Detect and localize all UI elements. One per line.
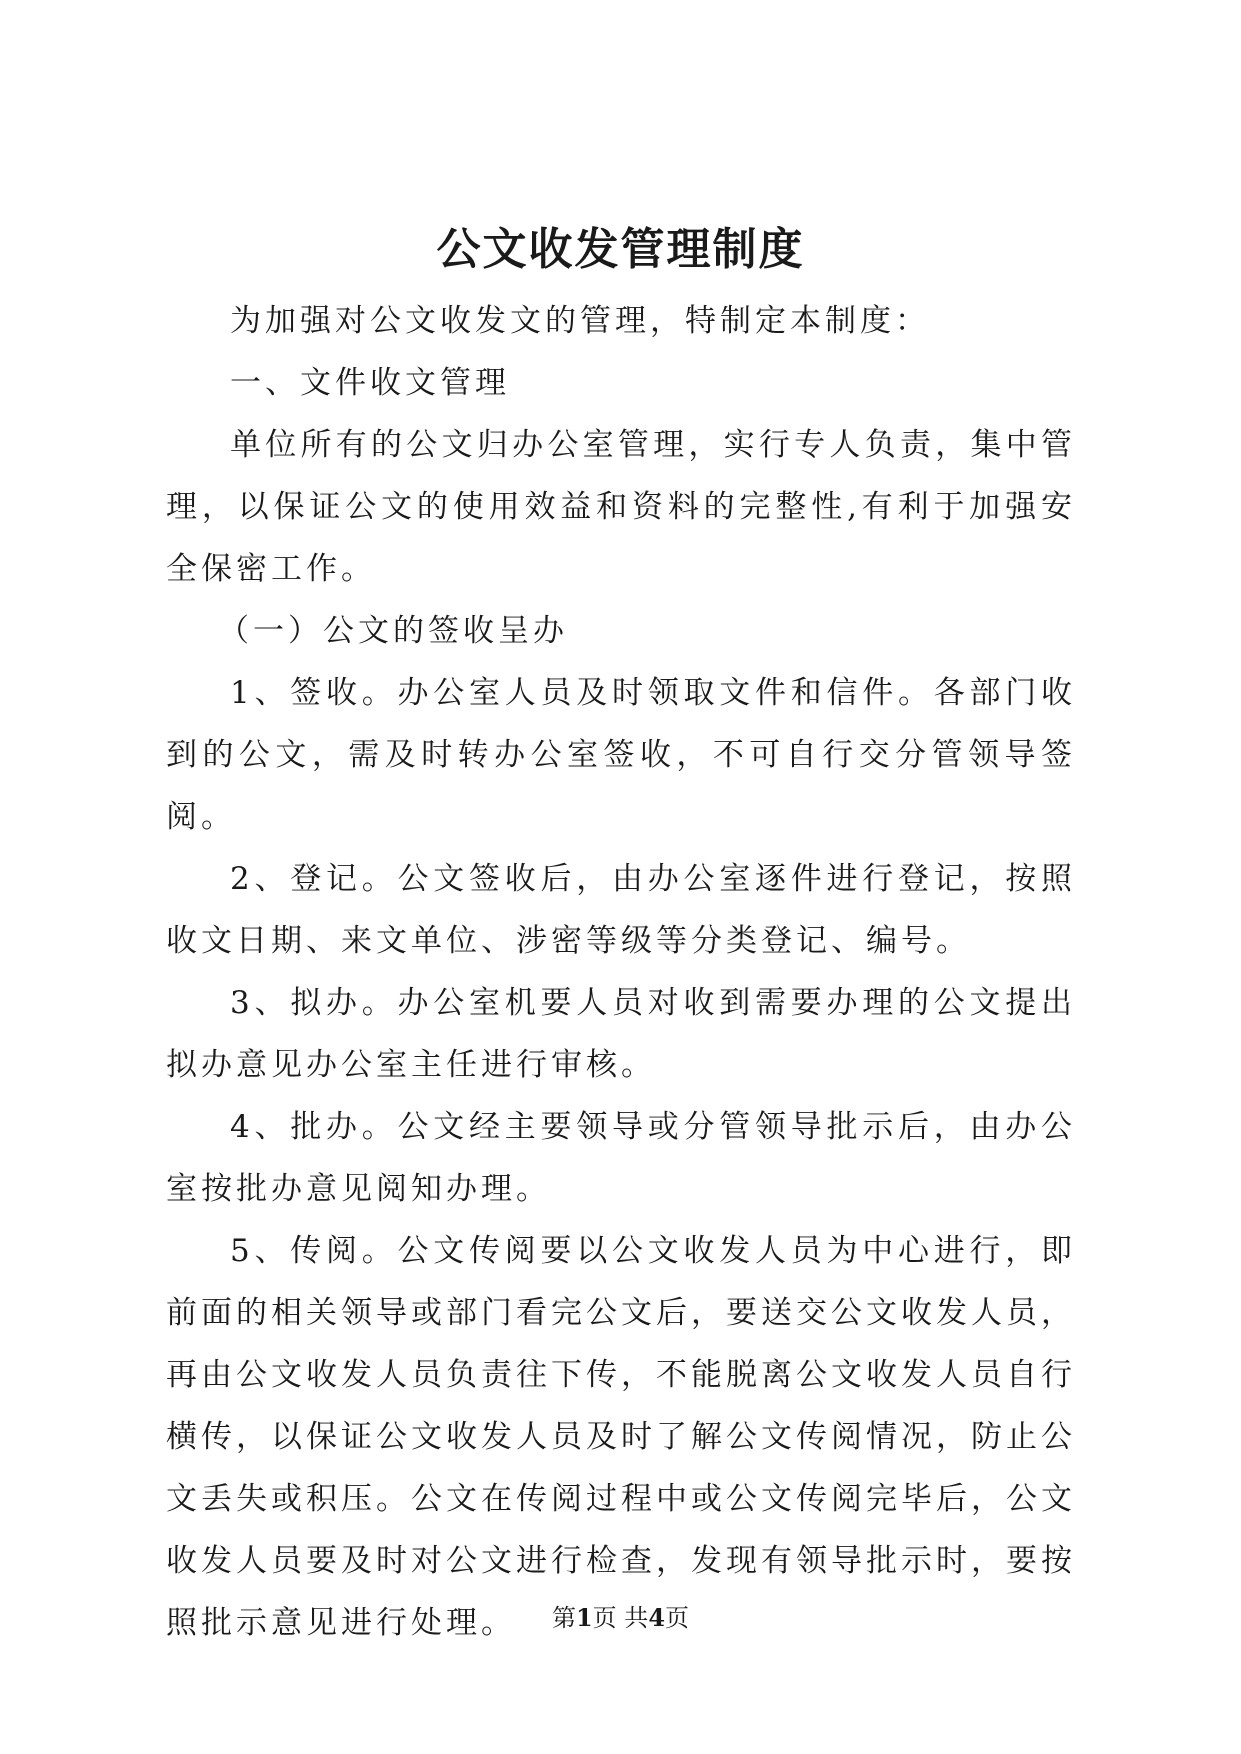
subsection-heading-1: （一）公文的签收呈办 — [218, 613, 568, 649]
document-title: 公文收发管理制度 — [436, 224, 805, 275]
paragraph-item-2: 2、登记。公文签收后，由办公室逐件进行登记，按照收文日期、来文单位、涉密等级等分类登记、编号。 — [166, 861, 1076, 959]
page-current: 1 — [575, 1603, 593, 1632]
paragraph-item-4: 4、批办。公文经主要领导或分管领导批示后，由办公室按批办意见阅知办理。 — [166, 1109, 1076, 1207]
section-heading-1: 一、文件收文管理 — [230, 365, 510, 401]
page-footer — [0, 1602, 1241, 1634]
paragraph-section-1: 单位所有的公文归办公室管理，实行专人负责，集中管理，以保证公文的使用效益和资料的完整性,有利于加强安全保密工作。 — [166, 427, 1076, 587]
paragraph-item-5: 5、传阅。公文传阅要以公文收发人员为中心进行，即前面的相关领导或部门看完公文后，要送交公文收发人员，再由公文收发人员负责往下传，不能脱离公文收发人员自行横传，以保证公文收发人员及时了解公文传阅情况，防止公文丢失或积压。公文在传阅过程中或公文传阅完毕后，公文收发人员要及时对公文进行检查，发现有领导批示时，要按照批示意见进行处理。 — [166, 1233, 1076, 1641]
paragraph-intro: 为加强对公文收发文的管理，特制定本制度： — [230, 303, 930, 339]
page-mid: 页 共 — [592, 1604, 649, 1632]
paragraph-item-1: 1、签收。办公室人员及时领取文件和信件。各部门收到的公文，需及时转办公室签收，不可自行交分管领导签阅。 — [166, 675, 1076, 835]
page-suffix: 页 — [665, 1604, 690, 1632]
page-prefix: 第 — [551, 1604, 576, 1632]
document-body — [166, 290, 1076, 1654]
paragraph-item-3: 3、拟办。办公室机要人员对收到需要办理的公文提出拟办意见办公室主任进行审核。 — [166, 985, 1076, 1083]
page-total: 4 — [648, 1603, 666, 1632]
